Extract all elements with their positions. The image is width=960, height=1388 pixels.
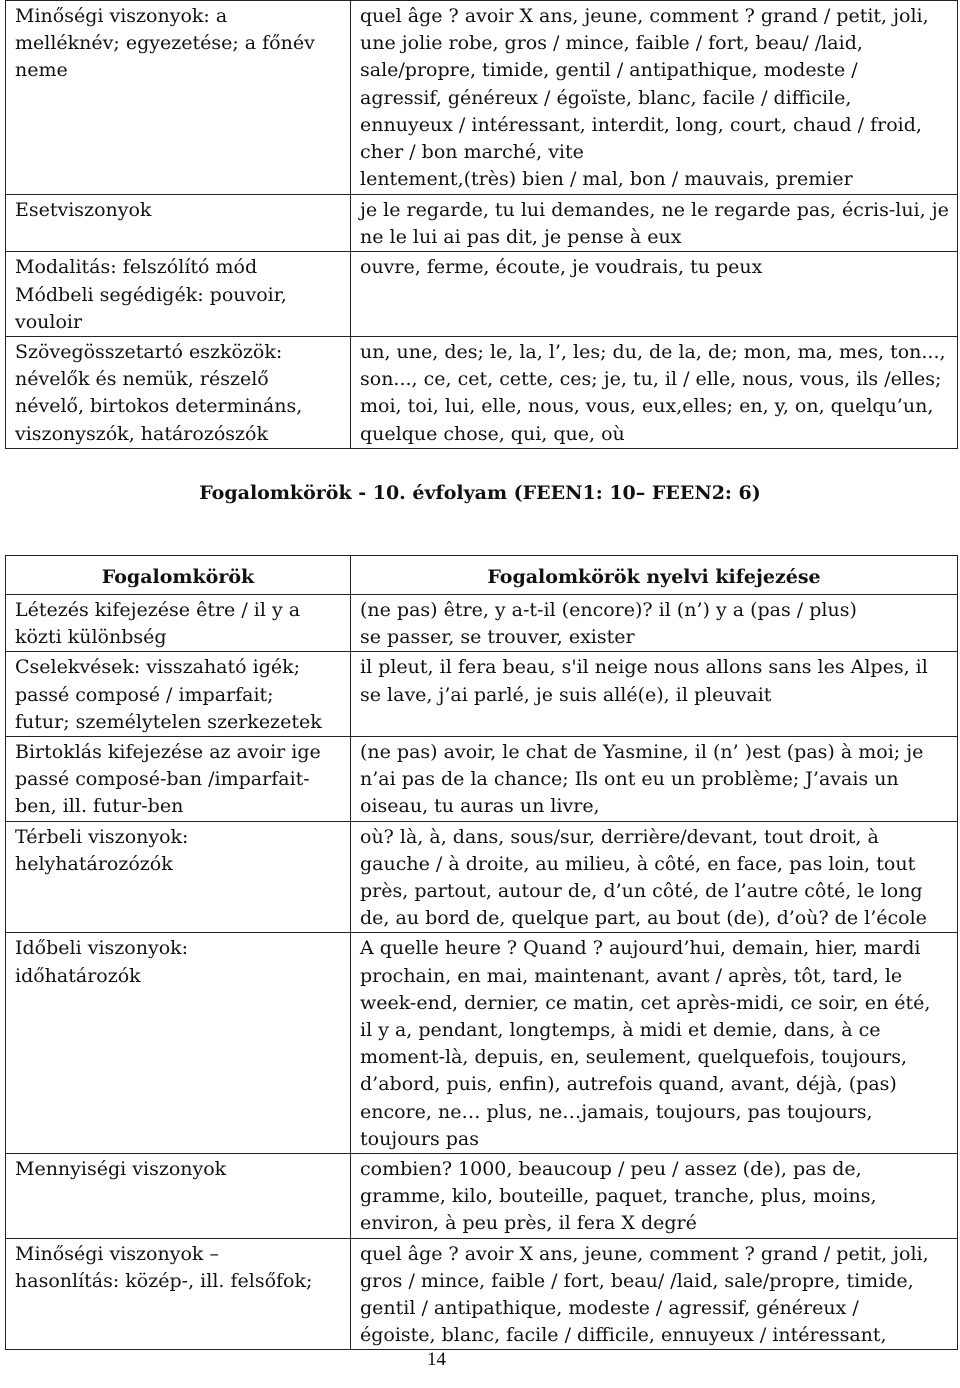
expression-cell: A quelle heure ? Quand ? aujourd’hui, demain, hier, mardi prochain, en mai, maintenant, avant / après, tôt, tard, le week-end, dernier, ce matin, cet après-midi, ce soir, en été, il y a, pendant, longtemps, à midi et demie, dans, à ce moment-là, depuis, en, seulement, quelquefois, toujours, d’abord, puis, enfin), autrefois quand, avant, déjà, (pas) encore, ne… plus, ne…jamais, toujours, pas toujours, toujours pas: [351, 933, 958, 1154]
table-row: [6, 1154, 958, 1239]
topic-cell: Mennyiségi viszonyok: [6, 1154, 351, 1239]
expression-cell: (ne pas) être, y a-t-il (encore)? il (n’) y a (pas / plus) se passer, se trouver, exister: [351, 595, 958, 652]
expression-cell: je le regarde, tu lui demandes, ne le regarde pas, écris-lui, je ne le lui ai pas dit, je pense à eux: [351, 195, 958, 252]
topic-cell: Minőségi viszonyok: a melléknév; egyezetése; a főnév neme: [6, 1, 351, 195]
table-row: [6, 252, 958, 337]
table-row: [6, 821, 958, 933]
topic-cell: Időbeli viszonyok: időhatározók: [6, 933, 351, 1154]
expression-cell: quel âge ? avoir X ans, jeune, comment ? grand / petit, joli, gros / mince, faible / fort, beau/ /laid, sale/propre, timide, gentil / antipathique, modeste / agressif, généreux / égoiste, blanc, facile / difficile, ennuyeux / intéressant,: [351, 1238, 958, 1350]
topic-cell: Létezés kifejezése être / il y a közti különbség: [6, 595, 351, 652]
table-row: [6, 337, 958, 449]
expression-cell: il pleut, il fera beau, s'il neige nous allons sans les Alpes, il se lave, j’ai parlé, je suis allé(e), il pleuvait: [351, 652, 958, 737]
concept-table: [5, 555, 958, 1350]
topic-cell: Szövegösszetartó eszközök: névelők és nemük, részelő névelő, birtokos determináns, viszonyszók, határozószók: [6, 337, 351, 449]
table-row: [6, 1, 958, 195]
table-row: [6, 933, 958, 1154]
table-row: [6, 652, 958, 737]
expression-cell: (ne pas) avoir, le chat de Yasmine, il (n’ )est (pas) à moi; je n’ai pas de la chance; Ils ont eu un problème; J’avais un oiseau, tu auras un livre,: [351, 737, 958, 822]
topic-cell: Minőségi viszonyok – hasonlítás: közép-, ill. felsőfok;: [6, 1238, 351, 1350]
page-number: 14: [427, 1349, 446, 1370]
table-row: [6, 1238, 958, 1350]
topic-cell: Esetviszonyok: [6, 195, 351, 252]
table-header-row: [6, 556, 958, 595]
top-table: [5, 0, 958, 449]
expression-cell: combien? 1000, beaucoup / peu / assez (de), pas de, gramme, kilo, bouteille, paquet, tranche, plus, moins, environ, à peu près, il fera X degré: [351, 1154, 958, 1239]
topic-cell: Térbeli viszonyok: helyhatározózók: [6, 821, 351, 933]
expression-cell: où? là, à, dans, sous/sur, derrière/devant, tout droit, à gauche / à droite, au milieu, à côté, en face, pas loin, tout près, partout, autour de, d’un côté, de l’autre côté, le long de, au bord de, quelque part, au bout (de), d’où? de l’école: [351, 821, 958, 933]
topic-cell: Birtoklás kifejezése az avoir ige passé composé-ban /imparfait- ben, ill. futur-ben: [6, 737, 351, 822]
section-heading: Fogalomkörök - 10. évfolyam (FEEN1: 10– FEEN2: 6): [199, 482, 761, 504]
table-row: [6, 595, 958, 652]
table-row: [6, 737, 958, 822]
table-row: [6, 195, 958, 252]
topic-cell: Cselekvések: visszaható igék; passé composé / imparfait; futur; személytelen szerkezetek: [6, 652, 351, 737]
column-header-topic: Fogalomkörök: [6, 556, 351, 595]
expression-cell: quel âge ? avoir X ans, jeune, comment ? grand / petit, joli, une jolie robe, gros / mince, faible / fort, beau/ /laid, sale/propre, timide, gentil / antipathique, modeste / agressif, généreux / égoïste, blanc, facile / difficile, ennuyeux / intéressant, interdit, long, court, chaud / froid, cher / bon marché, vite lentement,(très) bien / mal, bon / mauvais, premier: [351, 1, 958, 195]
topic-cell: Modalitás: felszólító mód Módbeli segédigék: pouvoir, vouloir: [6, 252, 351, 337]
expression-cell: un, une, des; le, la, l’, les; du, de la, de; mon, ma, mes, ton..., son..., ce, cet, cette, ces; je, tu, il / elle, nous, vous, ils /elles; moi, toi, lui, elle, nous, vous, eux,elles; en, y, on, quelqu’un, quelque chose, qui, que, où: [351, 337, 958, 449]
column-header-expression: Fogalomkörök nyelvi kifejezése: [351, 556, 958, 595]
expression-cell: ouvre, ferme, écoute, je voudrais, tu peux: [351, 252, 958, 337]
